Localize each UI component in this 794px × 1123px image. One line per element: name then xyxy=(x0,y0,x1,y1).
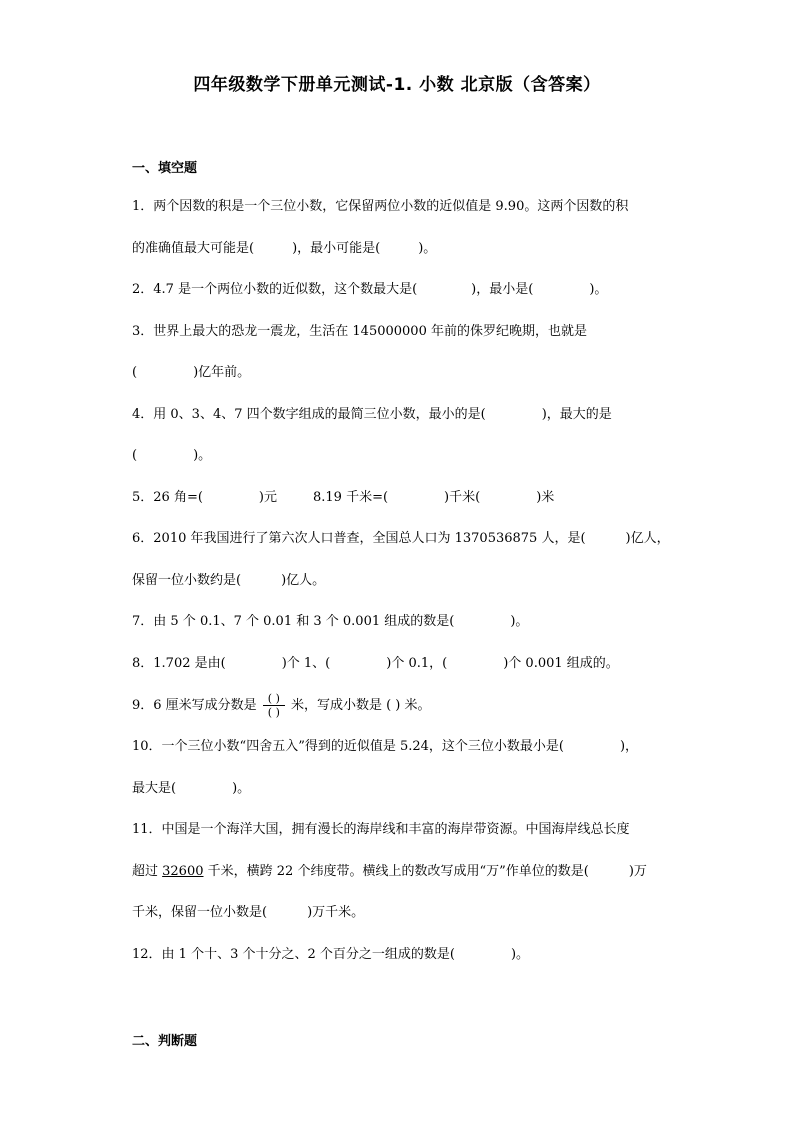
question-6-line-2: 保留一位小数约是( )亿人。 xyxy=(132,573,326,588)
question-1-line-1: 1．两个因数的积是一个三位小数，它保留两位小数的近似值是 9.90。这两个因数的积 xyxy=(132,199,629,214)
question-4-line-2: ( )。 xyxy=(132,448,212,463)
question-11-line-2: 超过 32600 千米，横跨 22 个纬度带。横线上的数改写成用“万”作单位的数是( )万 xyxy=(132,864,647,879)
question-5: 5．26 角=( )元 8.19 千米=( )千米( )米 xyxy=(132,490,555,505)
question-1-line-2: 的准确值最大可能是( )，最小可能是( )。 xyxy=(132,241,437,256)
section-heading-judge: 二、判断题 xyxy=(132,1034,198,1049)
question-10-line-1: 10．一个三位小数“四舍五入”得到的近似值是 5.24，这个三位小数最小是( )， xyxy=(132,739,639,754)
underlined-number: 32600 xyxy=(162,864,204,879)
question-4-line-1: 4．用 0、3、4、7 四个数字组成的最简三位小数，最小的是( )，最大的是 xyxy=(132,407,612,422)
question-11-line-1: 11．中国是一个海洋大国，拥有漫长的海岸线和丰富的海岸带资源。中国海岸线总长度 xyxy=(132,822,630,837)
question-2: 2．4.7 是一个两位小数的近似数，这个数最大是( )，最小是( )。 xyxy=(132,282,608,297)
question-9: 9．6 厘米写成分数是 $\frac{( )}{( )}$ 米，写成小数是 ( ) 米。 xyxy=(132,692,431,719)
fraction: $\frac{( )}{( )}$ xyxy=(263,693,285,718)
question-7: 7．由 5 个 0.1、7 个 0.01 和 3 个 0.001 组成的数是( )。 xyxy=(132,614,529,629)
question-8: 8．1.702 是由( )个 1、( )个 0.1，( )个 0.001 组成的。 xyxy=(132,656,619,671)
question-3-line-2: ( )亿年前。 xyxy=(132,365,251,380)
section-heading-fill-in: 一、填空题 xyxy=(132,161,198,176)
question-11-line-3: 千米，保留一位小数是( )万千米。 xyxy=(132,905,365,920)
question-12: 12．由 1 个十、3 个十分之、2 个百分之一组成的数是( )。 xyxy=(132,947,530,962)
question-6-line-1: 6．2010 年我国进行了第六次人口普查，全国总人口为 1370536875 人，是( )亿人， xyxy=(132,531,670,546)
question-3-line-1: 3．世界上最大的恐龙一震龙，生活在 145000000 年前的侏罗纪晚期，也就是 xyxy=(132,324,587,339)
question-10-line-2: 最大是( )。 xyxy=(132,781,251,796)
document-title: 四年级数学下册单元测试-1. 小数 北京版（含答案） xyxy=(193,75,601,95)
